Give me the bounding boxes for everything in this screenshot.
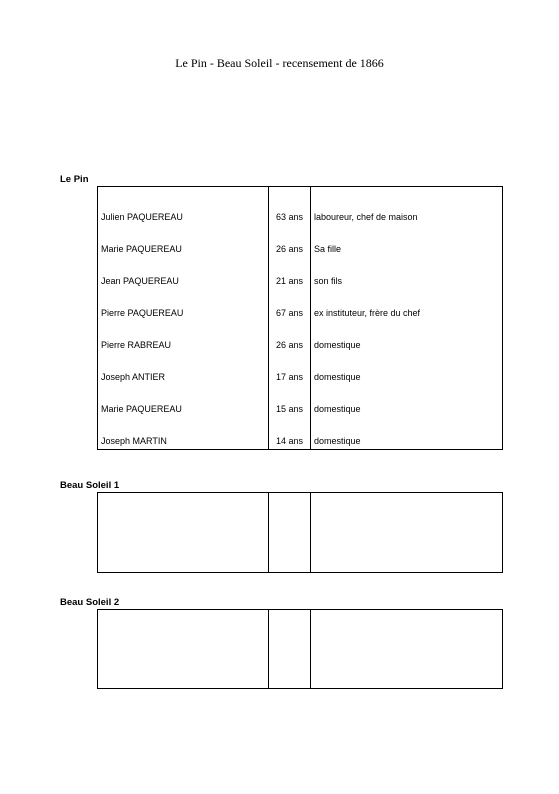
age-cell bbox=[269, 610, 311, 689]
census-table-beau-soleil-2 bbox=[97, 609, 503, 689]
age-cell: 15 ans bbox=[269, 385, 311, 417]
table-row bbox=[98, 225, 503, 257]
name-cell: Joseph MARTIN bbox=[98, 417, 269, 450]
table-row bbox=[98, 321, 503, 353]
name-cell: Joseph ANTIER bbox=[98, 353, 269, 385]
age-cell: 63 ans bbox=[269, 187, 311, 225]
note-cell bbox=[311, 493, 503, 573]
name-cell: Jean PAQUEREAU bbox=[98, 257, 269, 289]
age-cell: 67 ans bbox=[269, 289, 311, 321]
note-cell: domestique bbox=[314, 436, 361, 446]
age-cell: 21 ans bbox=[269, 257, 311, 289]
name-cell bbox=[98, 610, 269, 689]
name-cell: Julien PAQUEREAU bbox=[98, 187, 269, 225]
note-cell: laboureur, chef de maison bbox=[314, 211, 418, 222]
table-row bbox=[98, 385, 503, 417]
note-cell: son fils bbox=[314, 275, 343, 286]
note-cell bbox=[311, 610, 503, 689]
name-cell: Pierre PAQUEREAU bbox=[98, 289, 269, 321]
age-cell: 14 ans bbox=[269, 417, 311, 450]
table-row bbox=[98, 257, 503, 289]
note-cell: domestique bbox=[314, 403, 361, 414]
table-row bbox=[98, 417, 503, 450]
census-table-beau-soleil-1 bbox=[97, 492, 503, 573]
age-cell: 26 ans bbox=[269, 225, 311, 257]
name-cell bbox=[98, 493, 269, 573]
census-table-le-pin bbox=[97, 186, 503, 450]
section-label-beau-soleil-1: Beau Soleil 1 bbox=[60, 480, 120, 491]
table-row bbox=[98, 187, 503, 225]
table-row bbox=[98, 353, 503, 385]
table-row bbox=[98, 493, 503, 573]
section-label-le-pin: Le Pin bbox=[60, 174, 89, 185]
age-cell: 17 ans bbox=[269, 353, 311, 385]
note-cell: domestique bbox=[314, 371, 361, 382]
table-row bbox=[98, 289, 503, 321]
section-label-beau-soleil-2: Beau Soleil 2 bbox=[60, 597, 120, 608]
name-cell: Marie PAQUEREAU bbox=[98, 385, 269, 417]
age-cell: 26 ans bbox=[269, 321, 311, 353]
age-cell bbox=[269, 493, 311, 573]
note-cell: domestique bbox=[314, 339, 361, 350]
note-cell: Sa fille bbox=[314, 243, 342, 254]
name-cell: Pierre RABREAU bbox=[98, 321, 269, 353]
table-row bbox=[98, 610, 503, 689]
document-title: Le Pin - Beau Soleil - recensement de 1866 bbox=[175, 56, 384, 70]
note-cell: ex instituteur, frère du chef bbox=[314, 307, 421, 318]
name-cell: Marie PAQUEREAU bbox=[98, 225, 269, 257]
